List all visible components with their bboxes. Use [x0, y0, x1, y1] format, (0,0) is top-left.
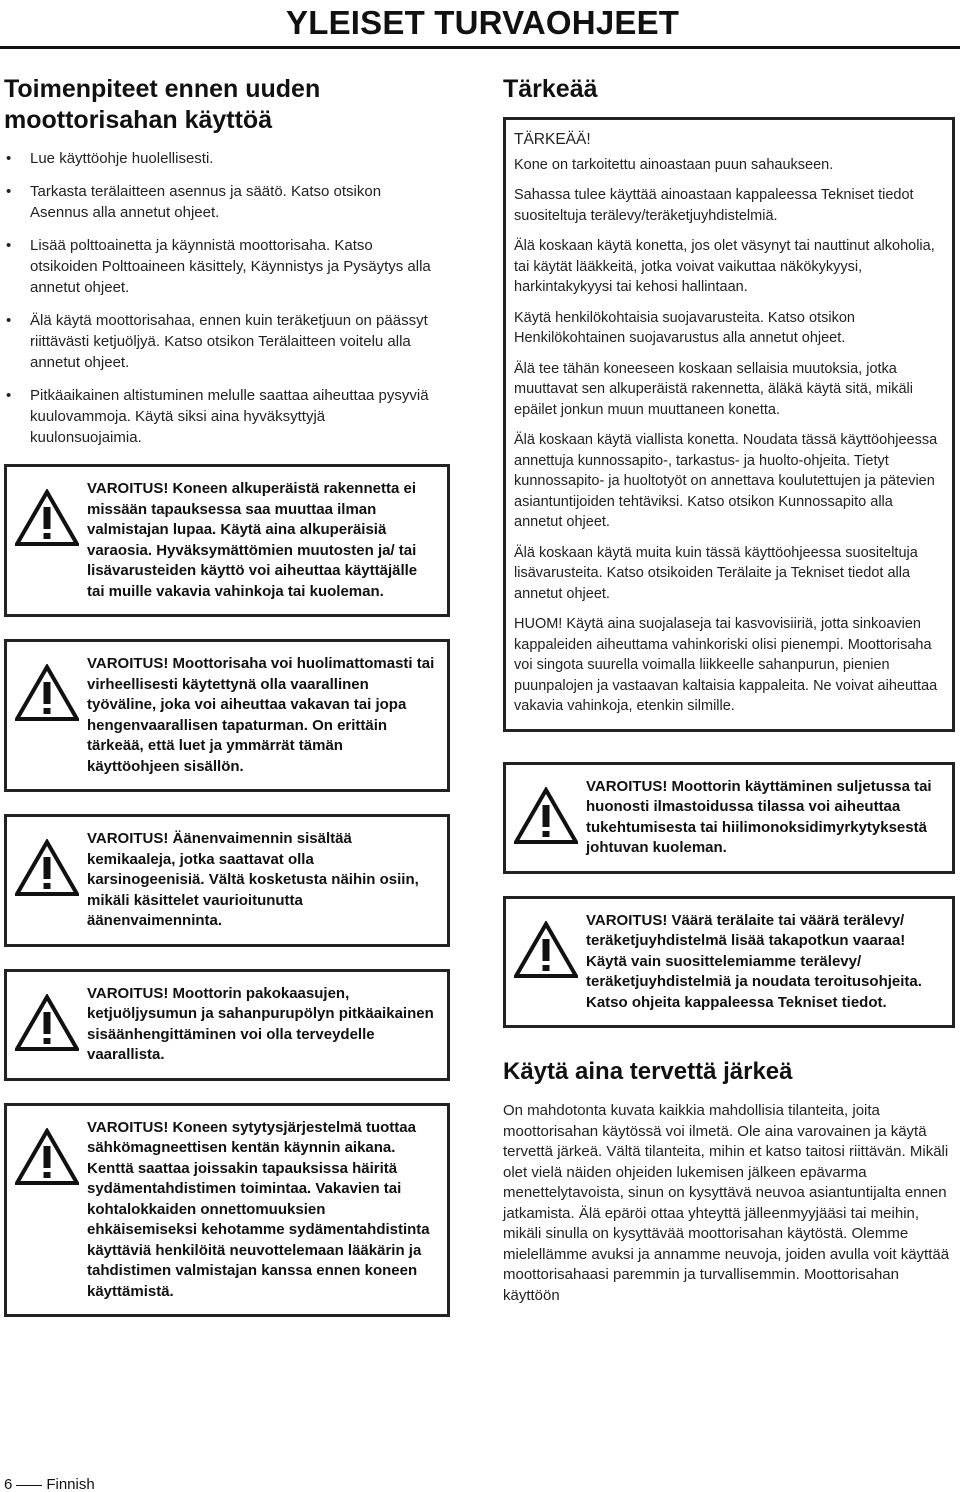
warning-triangle-icon: [15, 664, 79, 722]
bullet-icon: •: [6, 183, 12, 200]
important-paragraph: Älä koskaan käytä viallista konetta. Noudata tässä käyttöohjeessa annettuja kunnossapito-, tarkastus- ja huolto-ohjeita. Tietyt kunnossapito- ja huoltotyöt on annettava koulutettujen ja pätevien asiantuntijoiden tehtäviksi. Katso otsikon Kunnossapito alla annetut ohjeet.: [514, 432, 938, 530]
bullet-list: [4, 148, 450, 448]
page-footer: [4, 1476, 95, 1492]
important-paragraph: Älä tee tähän koneeseen koskaan sellaisia muutoksia, jotka muuttavat sen alkuperäistä rakennetta, äläkä käytä sitä, mikäli epäilet jonkun muun muuttaneen konetta.: [514, 360, 913, 418]
warning-triangle-icon: [514, 921, 578, 979]
important-paragraph: Sahassa tulee käyttää ainoastaan kappaleessa Tekniset tiedot suositeltuja terälevy/teräketjuyhdistelmiä.: [514, 187, 914, 224]
footer-language: Finnish: [46, 1476, 95, 1492]
warning-box: [4, 814, 450, 947]
warning-box: [4, 969, 450, 1081]
warning-text: VAROITUS! Äänenvaimennin sisältää kemikaaleja, jotka saattavat olla karsinogeenisiä. Vältä kosketusta näihin osiin, mikäli käsittelet vaurioitunutta äänenvaimenninta.: [87, 830, 419, 929]
page-header-title: YLEISET TURVAOHJEET: [286, 4, 680, 41]
warning-text: VAROITUS! Moottorin pakokaasujen, ketjuöljysumun ja sahanpurupölyn pitkäaikainen sisäänhengittäminen voi olla terveydelle vaarallista.: [87, 984, 434, 1063]
important-paragraph: Älä koskaan käytä muita kuin tässä käyttöohjeessa suositeltuja lisävarusteita. Katso otsikoiden Terälaite ja Tekniset tiedot alla annetut ohjeet.: [514, 544, 918, 602]
list-item: • Lisää polttoainetta ja käynnistä moottorisaha. Katso otsikoiden Polttoaineen käsittely, Käynnistys ja Pysäytys alla annetut ohjeet.: [6, 237, 431, 296]
right-column: [503, 74, 955, 1306]
bullet-icon: •: [6, 150, 12, 167]
warning-box: [4, 639, 450, 792]
warning-text: VAROITUS! Moottorin käyttäminen suljetussa tai huonosti ilmastoidussa tilassa voi aiheuttaa tukehtumisesta tai hiilimonoksidimyrkytyksestä johtuvan kuoleman.: [586, 777, 932, 856]
warning-box: [4, 1103, 450, 1318]
warning-text: VAROITUS! Koneen sytytysjärjestelmä tuottaa sähkömagneettisen kentän käynnin aikana. Kenttä saattaa joissakin tapauksissa häiritä sydämentahdistimen toimintaa. Vakavien tai kohtalokkaiden onnettomuuksien ehkäisemiseksi kehotamme sydämentahdistinta käyttäviä henkilöitä neuvottelemaan lääkärin ja tahdistimen valmistajan kanssa ennen koneen käyttämistä.: [87, 1118, 430, 1300]
warning-box: [503, 762, 955, 874]
section-heading-before-use: Toimenpiteet ennen uuden moottorisahan käyttöä: [4, 75, 321, 134]
important-paragraph: HUOM! Käytä aina suojalaseja tai kasvovisiiriä, jotta sinkoavien kappaleiden aiheuttama vahinkoriski olisi pienempi. Moottorisaha voi singota suurella voimalla liikkeelle sahanpurun, pienien puunpalojen ja vastaavan kaltaisia kappaleita. Ne voivat aiheuttaa vakavia vahinkoja, etenkin silmille.: [514, 616, 938, 714]
footer-dash: [16, 1485, 42, 1486]
warning-triangle-icon: [514, 787, 578, 845]
warning-box: [503, 896, 955, 1029]
warning-triangle-icon: [15, 1128, 79, 1186]
common-sense-paragraph: On mahdotonta kuvata kaikkia mahdollisia tilanteita, joita moottorisahan käytössä voi ilmetä. Ole aina varovainen ja käytä tervettä järkeä. Vältä tilanteita, mihin et katso taitosi riittävän. Mikäli olet vielä näiden ohjeiden lukemisen jälkeen epävarma menettelytavoista, sinun on kysyttävä neuvoa asiantuntijalta ennen jatkamista. Älä epäröi ottaa yhteyttä jälleenmyyjääsi tai meihin, mikäli sinulla on kysyttävää moottorisahan käytöstä. Olemme mielellämme avuksi ja annamme neuvoja, joiden avulla voit käyttää moottorisahaasi paremmin ja turvallisemmin. Moottorisahan käyttöön: [503, 1102, 950, 1304]
section-heading-important: Tärkeää: [503, 75, 598, 103]
warning-triangle-icon: [15, 489, 79, 547]
important-paragraph: Käytä henkilökohtaisia suojavarusteita. Katso otsikon Henkilökohtainen suojavarustus alla annetut ohjeet.: [514, 309, 855, 346]
important-paragraph: Älä koskaan käytä konetta, jos olet väsynyt tai nauttinut alkoholia, tai käytät lääkkeitä, jotka voivat vaikuttaa näkökykyysi, harkintakykyysi tai kehosi hallintaan.: [514, 238, 935, 295]
warning-triangle-icon: [15, 839, 79, 897]
left-column: [4, 74, 450, 1317]
warning-triangle-icon: [15, 994, 79, 1052]
important-label: TÄRKEÄÄ!: [514, 131, 591, 148]
section-heading-common-sense: Käytä aina tervettä järkeä: [503, 1058, 793, 1085]
important-notice-box: [503, 117, 955, 732]
warning-text: VAROITUS! Koneen alkuperäistä rakennetta ei missään tapauksessa saa muuttaa ilman valmistajan lupaa. Käytä aina alkuperäisiä varaosia. Hyväksymättömien muutosten ja/ tai lisävarusteiden käyttö voi aiheuttaa käyttäjälle tai muille vakavia vahinkoja tai kuoleman.: [87, 480, 418, 600]
common-sense-section: [503, 1056, 955, 1306]
warning-text: VAROITUS! Väärä terälaite tai väärä terälevy/ teräketjuyhdistelmä lisää takapotkun vaaraa! Käytä vain suosittelemiamme terälevy/ teräketjuyhdistelmiä ja noudata teroitusohjeita. Katso ohjeita kappaleessa Tekniset tiedot.: [586, 911, 922, 1011]
list-item: • Tarkasta terälaitteen asennus ja säätö. Katso otsikon Asennus alla annetut ohjeet.: [6, 183, 382, 221]
list-item: • Älä käytä moottorisahaa, ennen kuin teräketjuun on päässyt riittävästi ketjuöljyä. Katso otsikon Terälaitteen voitelu alla annetut ohjeet.: [6, 312, 428, 371]
list-item: • Lue käyttöohje huolellisesti.: [6, 150, 214, 167]
list-item: • Pitkäaikainen altistuminen melulle saattaa aiheuttaa pysyviä kuulovammoja. Käytä siksi aina hyväksyttyjä kuulonsuojaimia.: [6, 387, 429, 446]
bullet-icon: •: [6, 387, 12, 404]
header-divider: [0, 46, 960, 49]
bullet-icon: •: [6, 312, 12, 329]
warning-text: VAROITUS! Moottorisaha voi huolimattomasti tai virheellisesti käytettynä olla vaarallinen työväline, joka voi aiheuttaa vakavan tai jopa hengenvaarallisen tapaturman. On erittäin tärkeää, että luet ja ymmärrät tämän käyttöohjeen sisällön.: [87, 655, 435, 775]
page-number: 6: [4, 1476, 13, 1492]
important-paragraph: Kone on tarkoitettu ainoastaan puun sahaukseen.: [514, 156, 834, 173]
bullet-icon: •: [6, 237, 12, 254]
warning-box: [4, 464, 450, 617]
